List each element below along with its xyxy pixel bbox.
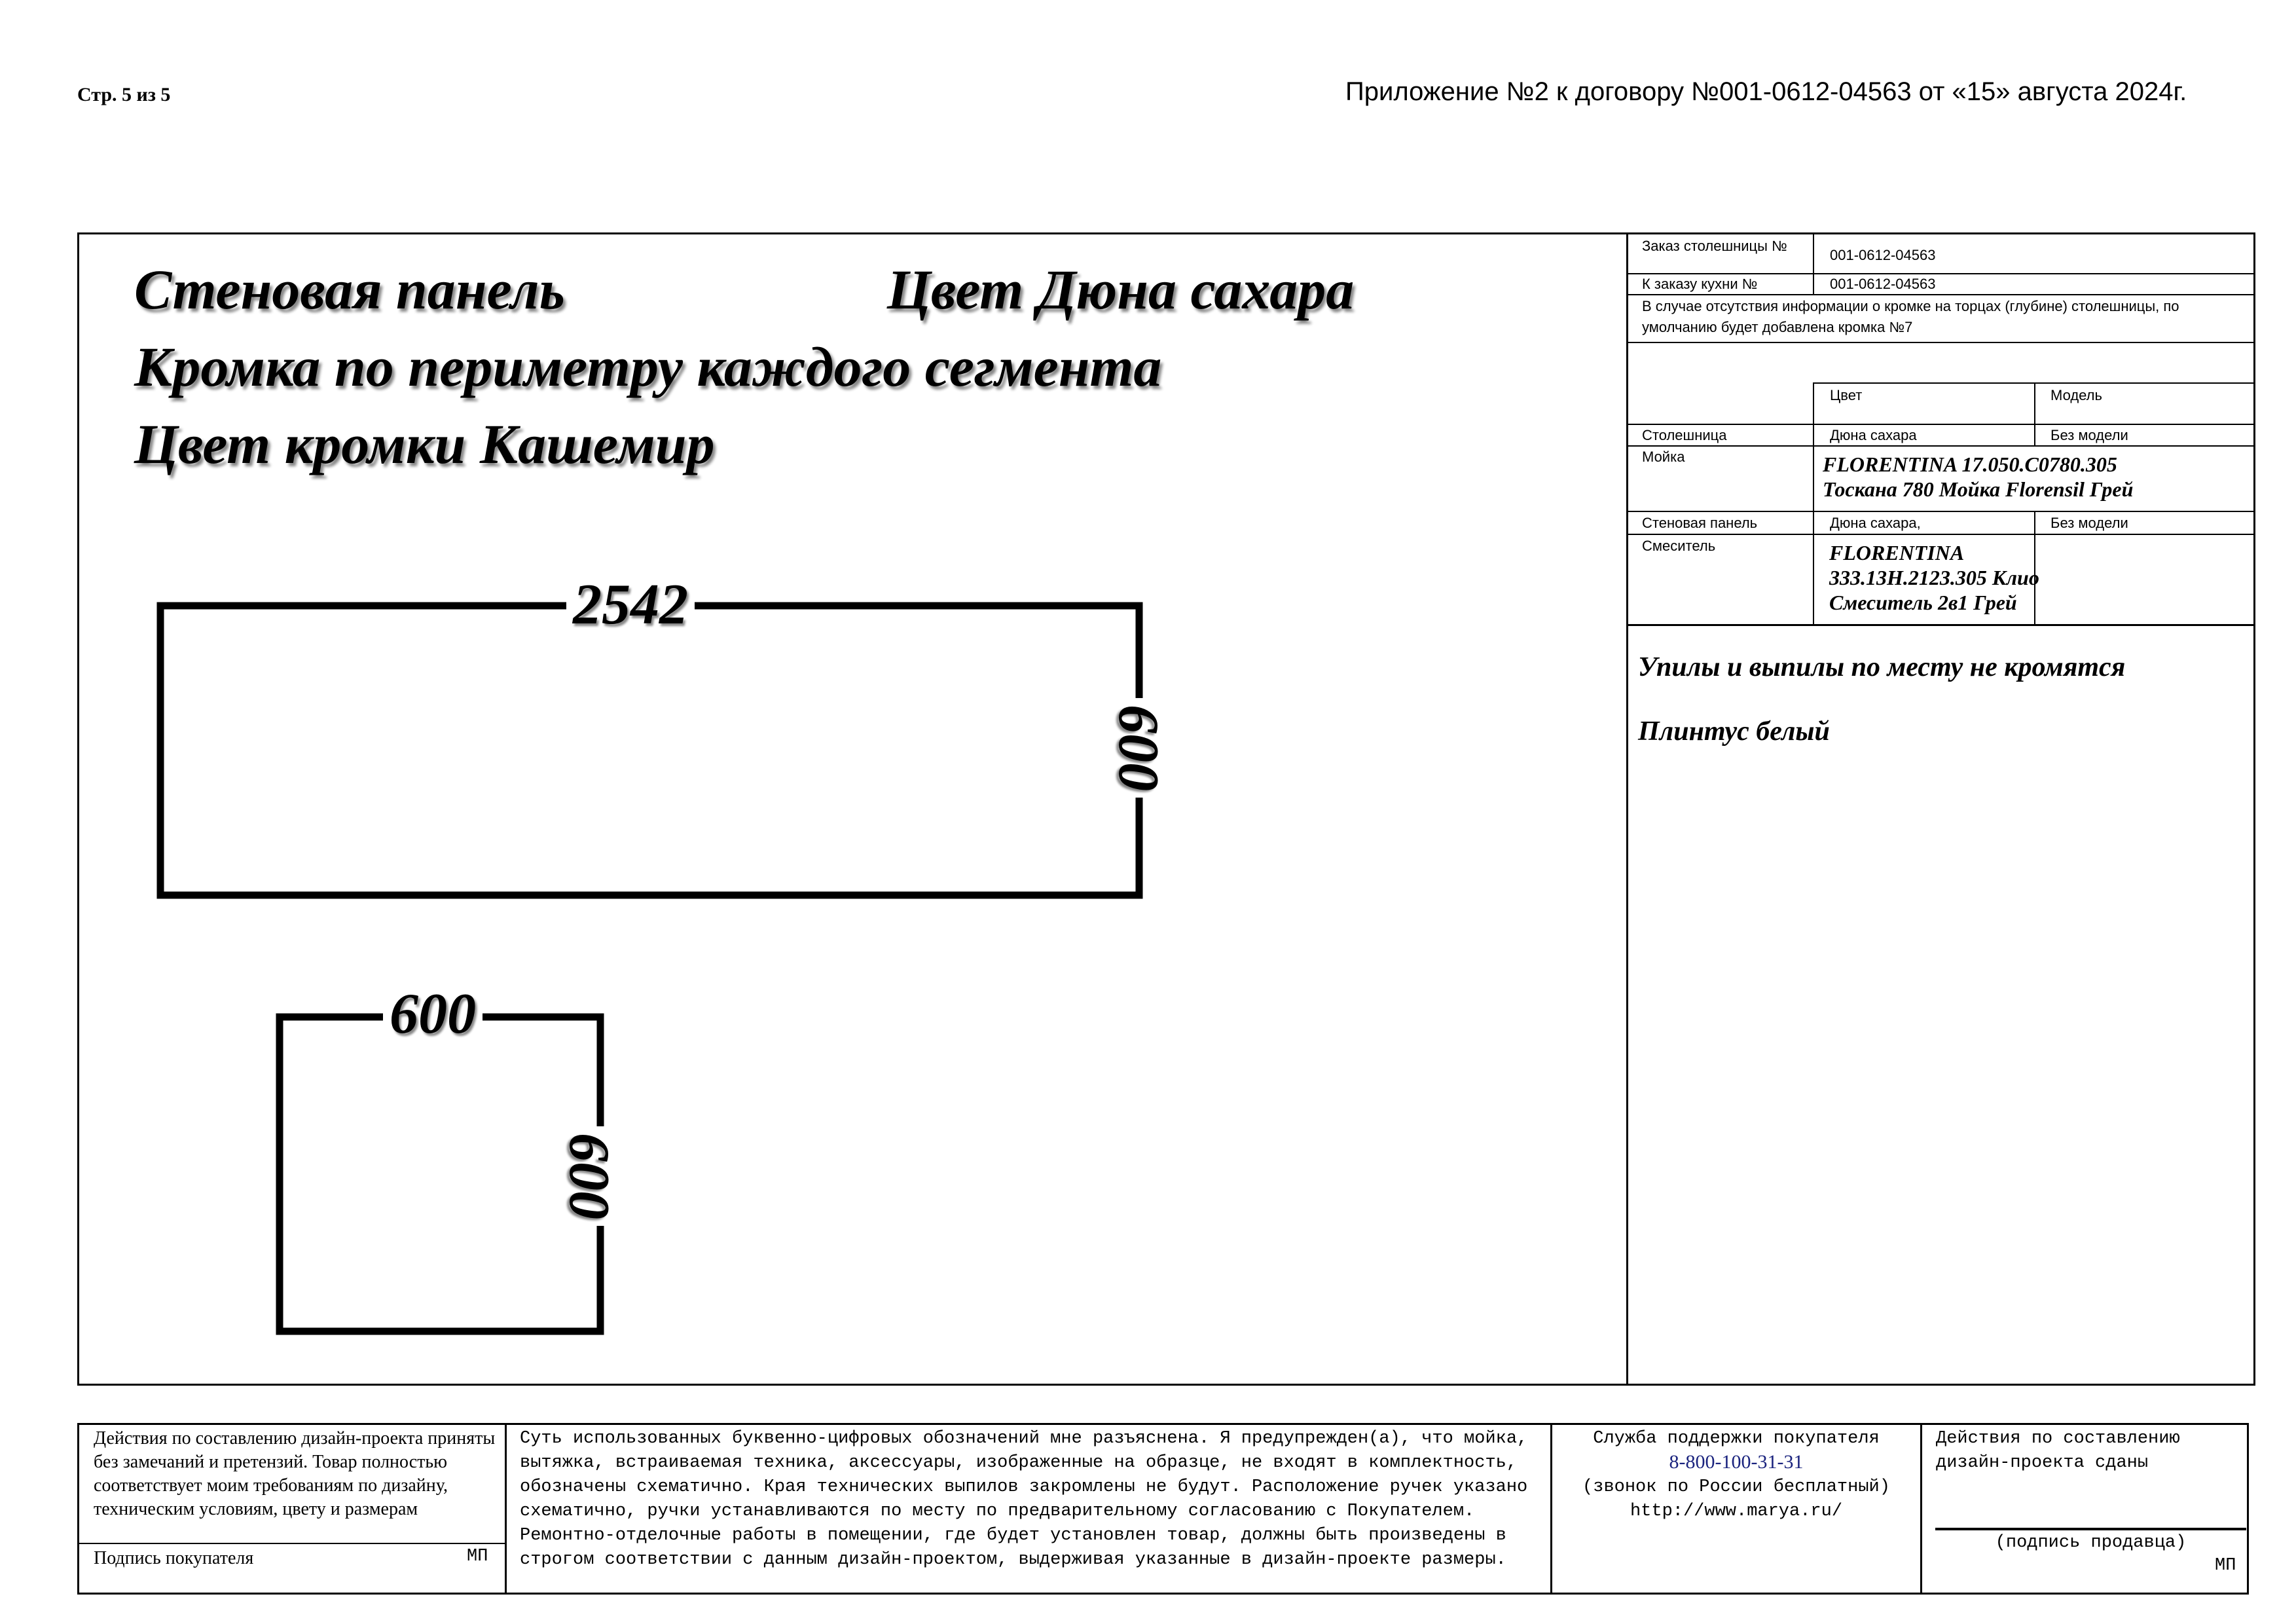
row-sink-name: Мойка [1642, 449, 1685, 465]
support-note: (звонок по России бесплатный) [1582, 1477, 1890, 1497]
page-number: Стр. 5 из 5 [77, 84, 171, 105]
row-wall-panel-model: Без модели [2050, 515, 2128, 531]
row-sink-line-2: Тоскана 780 Мойка Florensil Грей [1823, 477, 2134, 501]
column-model: Модель [2050, 387, 2102, 403]
row-faucet-line-1: FLORENTINA [1829, 541, 1965, 564]
seller-signature-line [1935, 1528, 2246, 1530]
heading-wall-panel: Стеновая панель [134, 258, 565, 321]
seller-signature-label: (подпись продавца) [1995, 1533, 2187, 1553]
panel-2-height-label: 600 [560, 1126, 617, 1226]
frame-divider [1626, 232, 1628, 1386]
buyer-signature-label: Подпись покупателя [94, 1548, 254, 1568]
panel-2-width-label: 600 [383, 986, 483, 1043]
heading-edge: Кромка по периметру каждого сегмента [134, 335, 1162, 398]
panel-1-height-label: 600 [1109, 698, 1167, 798]
order-value: 001-0612-04563 [1830, 247, 1936, 263]
heading-color: Цвет Дюна сахара [887, 258, 1355, 321]
row-countertop-name: Столешница [1642, 427, 1727, 443]
row-countertop-model: Без модели [2050, 427, 2128, 443]
row-faucet-line-3: Смеситель 2в1 Грей [1829, 591, 2017, 614]
note-cutouts: Упилы и выпилы по месту не кромятся [1638, 652, 2126, 682]
support-phone: 8-800-100-31-31 [1669, 1451, 1804, 1473]
edge-note-line-1: В случае отсутствия информации о кромке на торцах (глубине) столешницы, по [1642, 298, 2179, 314]
seller-handover-text: Действия по составлению дизайн-проекта сданы [1936, 1429, 2180, 1473]
support-url[interactable]: http://www.marya.ru/ [1630, 1502, 1843, 1521]
footer [77, 1423, 2249, 1595]
row-sink-line-1: FLORENTINA 17.050.C0780.305 [1823, 452, 2117, 476]
kitchen-value: 001-0612-04563 [1830, 276, 1936, 292]
order-label: Заказ столешницы № [1642, 238, 1787, 254]
heading-edge-color: Цвет кромки Кашемир [134, 413, 715, 475]
buyer-stamp-label: МП [467, 1547, 488, 1566]
kitchen-label: К заказу кухни № [1642, 276, 1758, 292]
row-faucet-line-2: 333.13H.2123.305 Клио [1829, 566, 2039, 589]
row-faucet-name: Смеситель [1642, 538, 1716, 554]
terms-text: Суть использованных буквенно-цифровых обозначений мне разъяснена. Я предупрежден(а), что мойка, вытяжка, встраиваемая техника, аксессуары, изображенные на образце, не входят в комплектность, обозначены схематично. Края технических выпилов закромлены не будут. Расположение ручек указано схематично, ручки устанавливаются по месту по предварительному согласованию с Покупателем. Ремонтно-отделочные работы в помещении, где будет установлен товар, должны быть произведены в строгом соответствии с данным дизайн-проектом, выдерживая указанные в дизайн-проекте размеры. [520, 1429, 1528, 1570]
panel-1-outline [160, 606, 1139, 895]
seller-stamp-label: МП [2215, 1556, 2236, 1576]
edge-note-line-2: умолчанию будет добавлена кромка №7 [1642, 319, 1913, 335]
buyer-acceptance-text: Действия по составлению дизайн-проекта приняты без замечаний и претензий. Товар полностью соответствует моим требованиям по дизайну, техническим условиям, цвету и размерам [94, 1428, 496, 1519]
panel-2-outline [280, 1017, 600, 1331]
row-wall-panel-color: Дюна сахара, [1830, 515, 1921, 531]
row-wall-panel-name: Стеновая панель [1642, 515, 1758, 531]
panel-1-width-label: 2542 [566, 576, 695, 634]
support-title: Служба поддержки покупателя [1593, 1429, 1880, 1449]
row-countertop-color: Дюна сахара [1830, 427, 1917, 443]
note-plinth: Плинтус белый [1638, 716, 1830, 747]
column-color: Цвет [1830, 387, 1863, 403]
appendix-title: Приложение №2 к договору №001-0612-04563 от «15» августа 2024г. [1345, 77, 2187, 106]
